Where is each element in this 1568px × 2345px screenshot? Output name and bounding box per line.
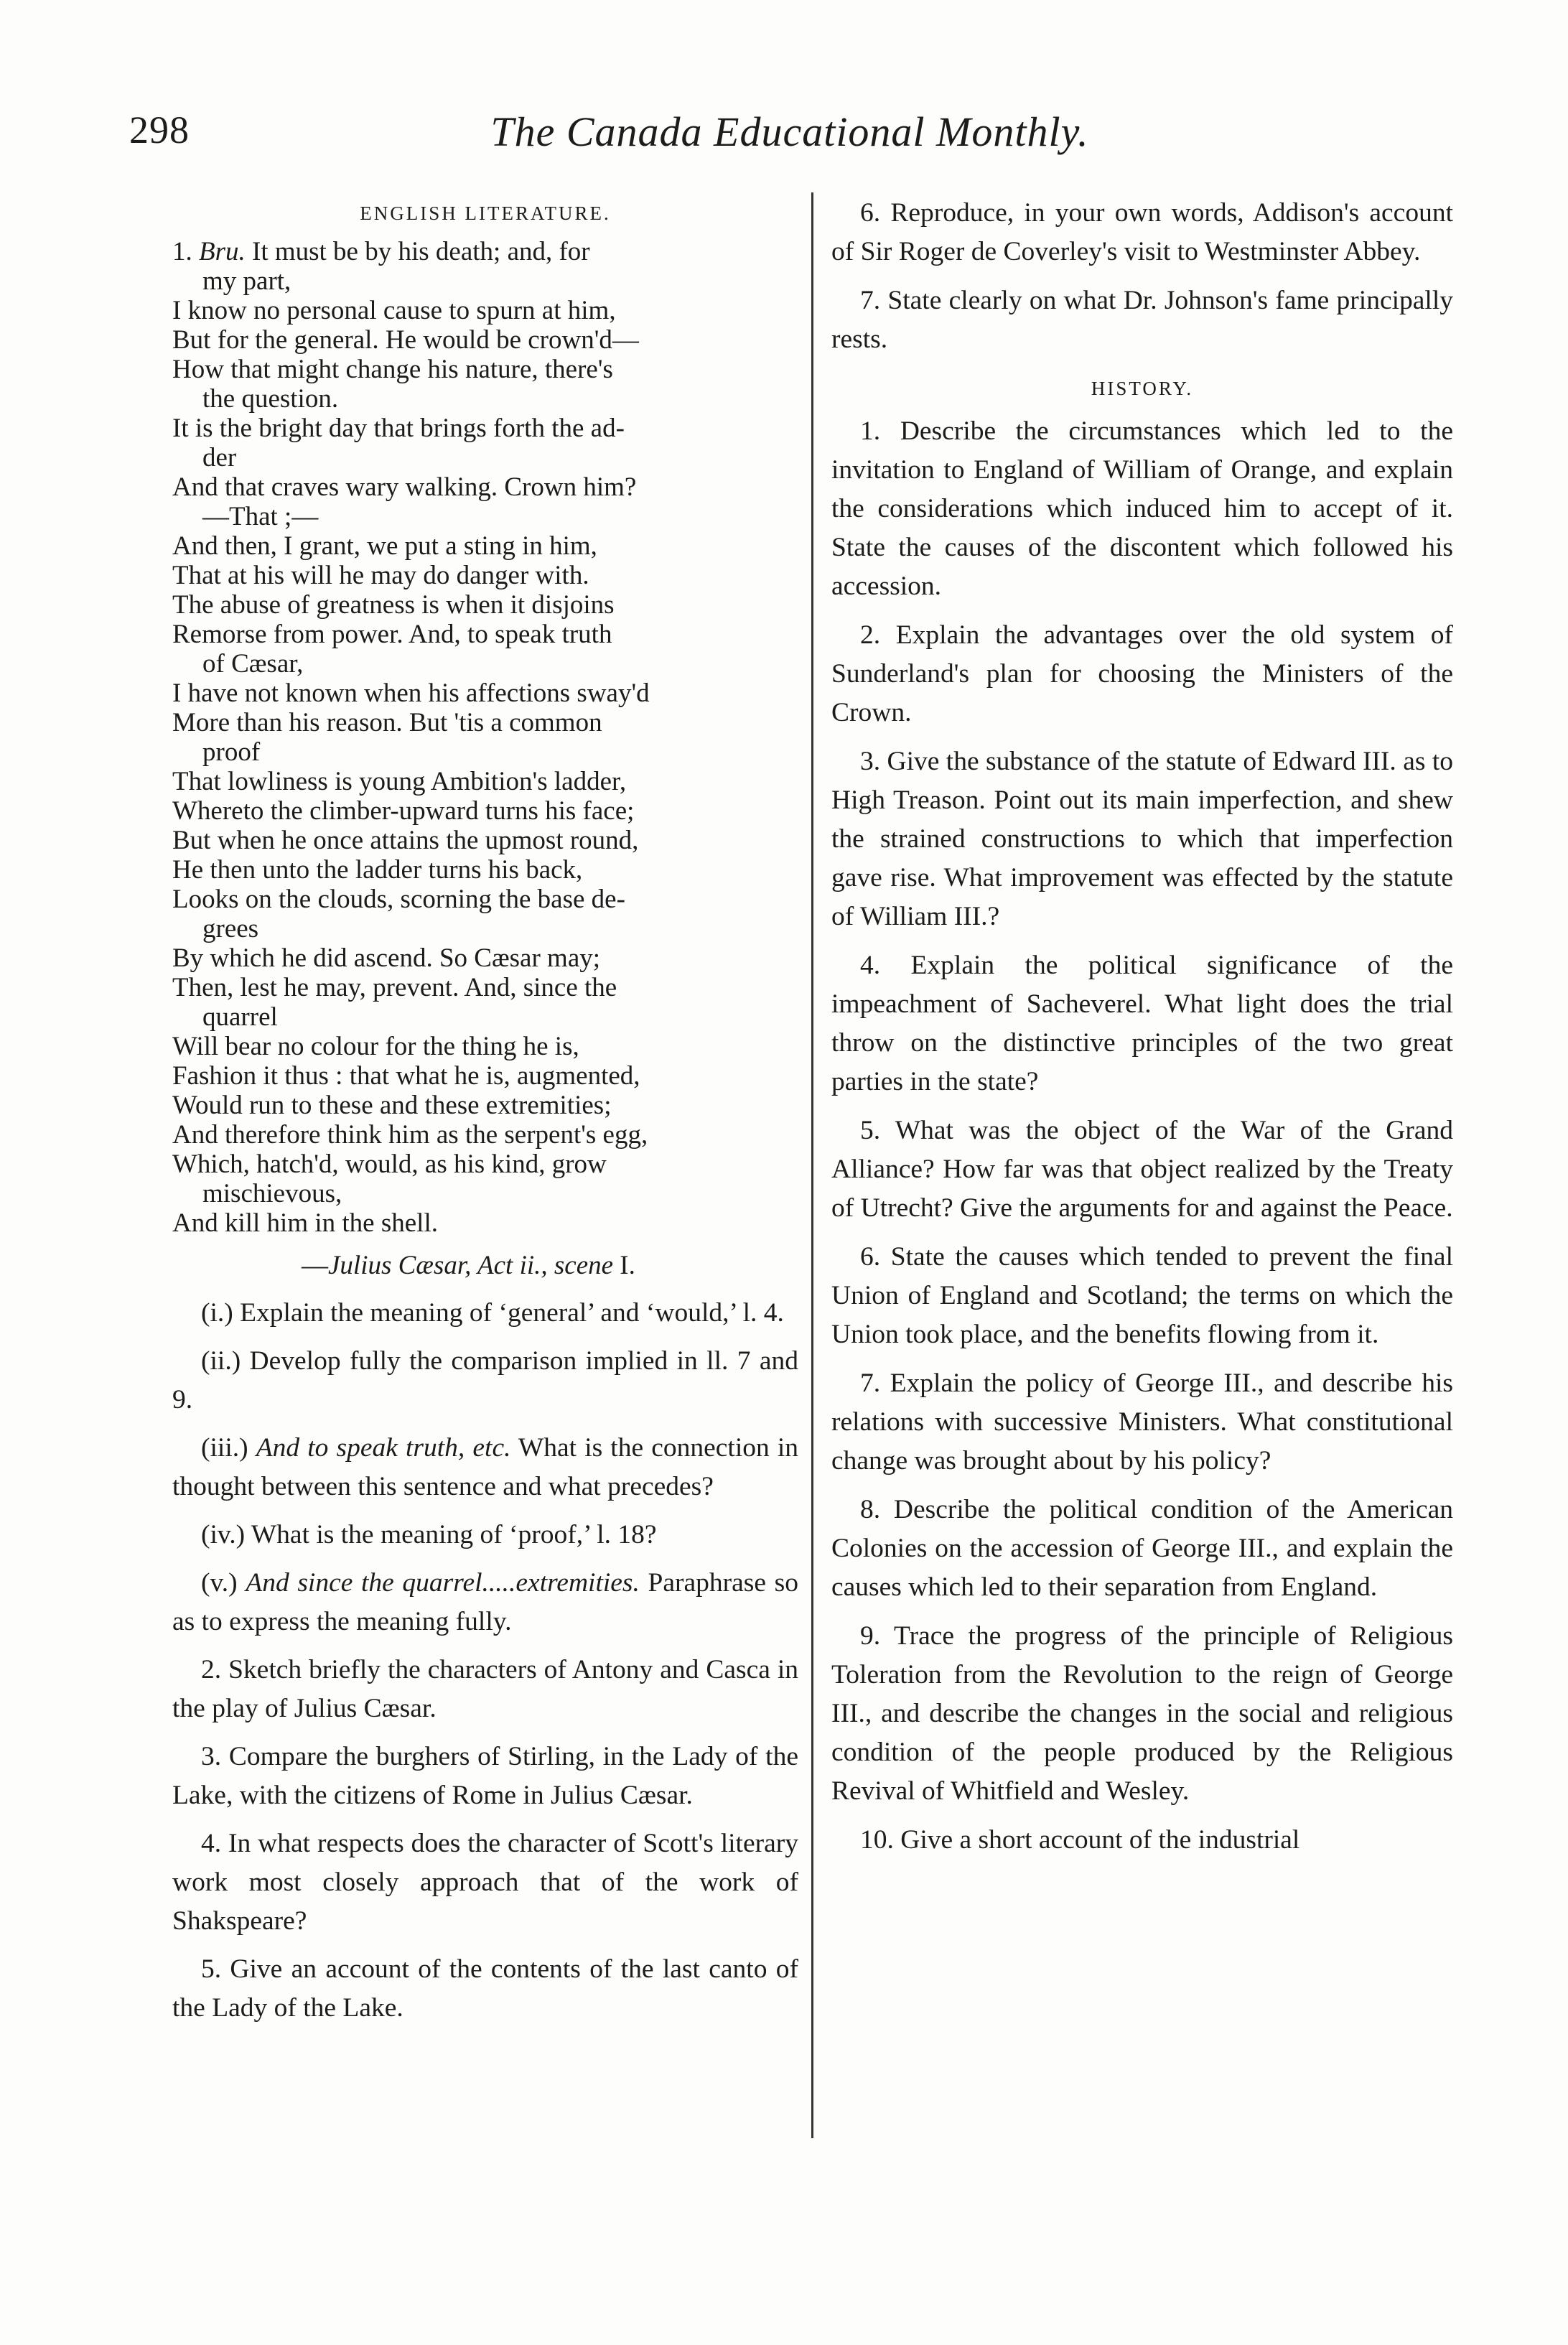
verse-line: Looks on the clouds, scorning the base de-	[172, 885, 625, 914]
history-question-1: 1. Describe the circumstances which led to the invitation to England of William of Orange, and explain the considerations which induced him to accept of it. State the causes of the discontent which followed his accession.	[831, 416, 1453, 601]
history-question-2: 2. Explain the advantages over the old system of Sunderland's plan for choosing the Ministers of the Crown.	[831, 620, 1453, 727]
verse-line: Whereto the climber-upward turns his face;	[172, 796, 635, 826]
history-question-6: 6. State the causes which tended to prevent the final Union of England and Scotland; the terms on which the Union took place, and the benefits flowing from it.	[831, 1242, 1453, 1349]
verse-line: I know no personal cause to spurn at him,	[172, 296, 616, 325]
question-5: 5. Give an account of the contents of the last canto of the Lady of the Lake.	[172, 1954, 798, 2023]
verse-line: 1. Bru. It must be by his death; and, for	[172, 237, 590, 266]
verse-line: The abuse of greatness is when it disjoins	[172, 590, 615, 620]
verse-line: Will bear no colour for the thing he is,	[172, 1032, 579, 1061]
verse-line: mischievous,	[202, 1179, 342, 1208]
verse-line: Then, lest he may, prevent. And, since the	[172, 973, 617, 1002]
verse-line: And that craves wary walking. Crown him?	[172, 472, 637, 502]
verse-line: By which he did ascend. So Cæsar may;	[172, 943, 601, 973]
page-number: 298	[129, 108, 190, 151]
verse-line: quarrel	[202, 1002, 278, 1032]
section-title-english-literature: ENGLISH LITERATURE.	[360, 202, 611, 224]
verse-line: of Cæsar,	[202, 649, 304, 679]
verse-line: And therefore think him as the serpent's egg,	[172, 1120, 648, 1150]
verse-line: Would run to these and these extremities;	[172, 1091, 612, 1120]
question-2: 2. Sketch briefly the characters of Antony and Casca in the play of Julius Cæsar.	[172, 1655, 798, 1723]
sub-question-iii: (iii.) And to speak truth, etc. What is the connection in thought between this sentence and what precedes?	[172, 1433, 799, 1501]
verse-line: It is the bright day that brings forth the ad-	[172, 414, 625, 443]
question-7: 7. State clearly on what Dr. Johnson's fame principally rests.	[831, 286, 1453, 354]
history-question-10: 10. Give a short account of the industrial	[860, 1825, 1300, 1855]
verse-line: proof	[202, 737, 261, 767]
verse-line: grees	[202, 914, 259, 943]
question-3: 3. Compare the burghers of Stirling, in the Lady of the Lake, with the citizens of Rome in Julius Cæsar.	[172, 1742, 798, 1810]
sub-question-i: (i.) Explain the meaning of ‘general’ and ‘would,’ l. 4.	[201, 1298, 784, 1328]
sub-question-ii: (ii.) Develop fully the comparison implied in ll. 7 and 9.	[172, 1346, 798, 1414]
history-question-7: 7. Explain the policy of George III., and describe his relations with successive Ministers. What constitutional change was brought about by his policy?	[831, 1369, 1453, 1475]
verse-line: Which, hatch'd, would, as his kind, grow	[172, 1150, 607, 1179]
history-question-9: 9. Trace the progress of the principle of Religious Toleration from the Revolution to the reign of George III., and describe the changes in the social and religious condition of the people produced by the Religious Revival of Whitfield and Wesley.	[831, 1621, 1453, 1806]
column-divider	[811, 192, 813, 2138]
verse-line: my part,	[202, 266, 291, 296]
verse-line: That lowliness is young Ambition's ladder,	[172, 767, 627, 796]
history-question-4: 4. Explain the political significance of the impeachment of Sacheverel. What light does the trial throw on the distinctive principles of the two great parties in the state?	[831, 951, 1453, 1096]
verse-line: der	[202, 443, 237, 472]
verse-line: the question.	[202, 384, 339, 414]
verse-line: Remorse from power. And, to speak truth	[172, 620, 612, 649]
left-column	[172, 194, 798, 2037]
history-question-3: 3. Give the substance of the statute of Edward III. as to High Treason. Point out its main imperfection, and shew the strained constructions to which that imperfection gave rise. What improvement was effected by the statute of William III.?	[831, 747, 1453, 931]
verse-line: More than his reason. But 'tis a common	[172, 708, 602, 737]
quote-attribution: —Julius Cæsar, Act ii., scene I.	[302, 1251, 635, 1280]
page-header	[122, 108, 1457, 165]
history-question-8: 8. Describe the political condition of the American Colonies on the accession of George III., and explain the causes which led to their separation from England.	[831, 1495, 1453, 1602]
verse-line: That at his will he may do danger with.	[172, 561, 589, 590]
quoted-passage	[172, 237, 798, 1238]
verse-line: Fashion it thus : that what he is, augmented,	[172, 1061, 640, 1091]
running-title: The Canada Educational Monthly.	[490, 108, 1089, 155]
right-column	[831, 194, 1453, 1870]
sub-question-iv: (iv.) What is the meaning of ‘proof,’ l. 18?	[201, 1520, 657, 1549]
verse-line: How that might change his nature, there's	[172, 355, 613, 384]
verse-line: —That ;—	[202, 502, 319, 531]
question-6: 6. Reproduce, in your own words, Addison's account of Sir Roger de Coverley's visit to Westminster Abbey.	[831, 198, 1453, 266]
sub-question-v: (v.) And since the quarrel.....extremities. Paraphrase so as to express the meaning fully.	[172, 1568, 798, 1636]
history-question-5: 5. What was the object of the War of the Grand Alliance? How far was that object realized by the Treaty of Utrecht? Give the arguments for and against the Peace.	[831, 1116, 1453, 1223]
question-number: 1.	[172, 237, 192, 266]
verse-line: And then, I grant, we put a sting in him,	[172, 531, 597, 561]
verse-line: But when he once attains the upmost round,	[172, 826, 639, 855]
question-4: 4. In what respects does the character of Scott's literary work most closely approach that of the work of Shakspeare?	[172, 1829, 798, 1936]
verse-line: But for the general. He would be crown'd—	[172, 325, 639, 355]
verse-line: And kill him in the shell.	[172, 1208, 438, 1238]
speaker-name: Bru.	[199, 237, 246, 266]
verse-line: I have not known when his affections sway'd	[172, 679, 650, 708]
section-title-history: HISTORY.	[1091, 378, 1194, 399]
verse-line: He then unto the ladder turns his back,	[172, 855, 583, 885]
